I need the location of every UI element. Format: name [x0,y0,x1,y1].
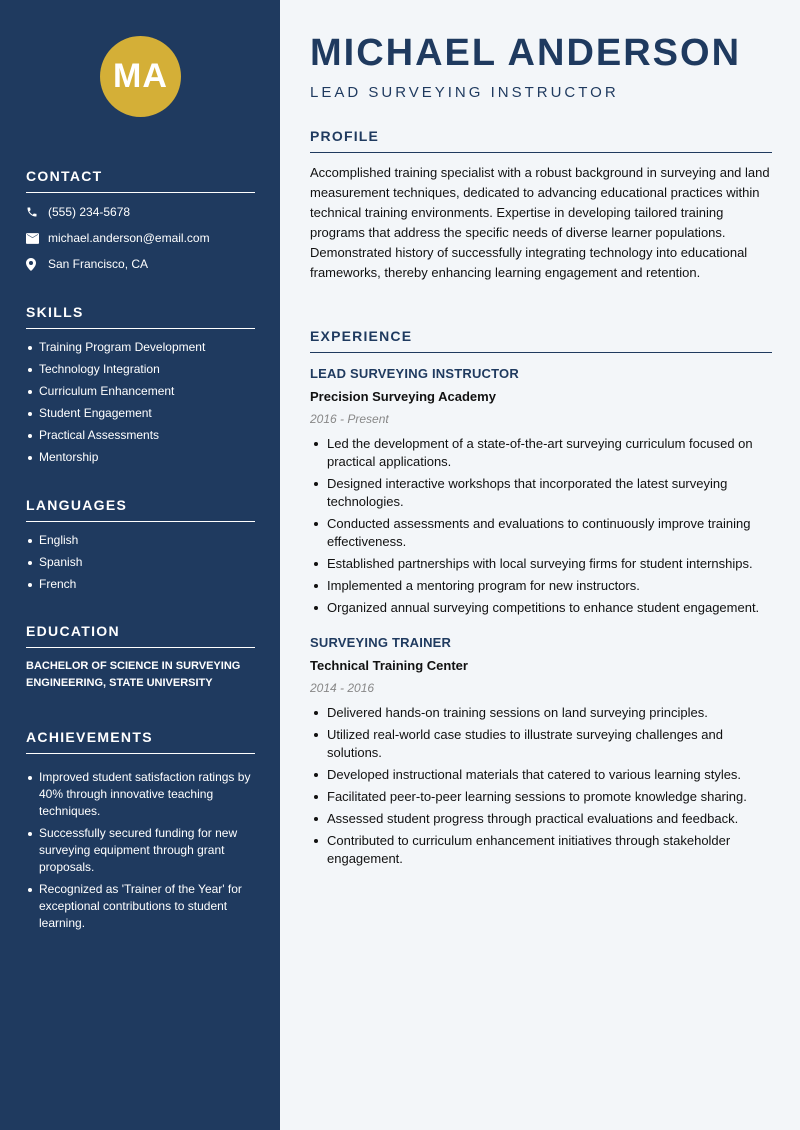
education-section [26,623,255,692]
contact-email[interactable] [26,225,255,251]
job-company: Technical Training Center [310,658,468,673]
list-item: Contributed to curriculum enhancement initiatives through stakeholder engagement. [310,832,772,868]
location-text: San Francisco, CA [48,257,149,271]
list-item: Conducted assessments and evaluations to continuously improve training effectiveness. [310,515,772,551]
avatar [100,36,181,117]
sidebar [0,0,280,1130]
languages-heading: LANGUAGES [26,497,255,522]
phone-text: (555) 234-5678 [48,205,131,219]
job-company: Precision Surveying Academy [310,389,496,404]
list-item: Technology Integration [26,361,255,378]
skills-list [26,339,255,466]
list-item: Mentorship [26,449,255,466]
job-entry [310,635,772,872]
list-item: Student Engagement [26,405,255,422]
experience-heading: EXPERIENCE [310,328,772,353]
job-bullets [310,435,772,617]
languages-list [26,532,255,593]
profile-heading: PROFILE [310,128,772,153]
education-degree: BACHELOR OF SCIENCE IN SURVEYING ENGINEERING, STATE UNIVERSITY [26,660,241,689]
list-item: Improved student satisfaction ratings by 40% through innovative teaching techniques. [26,769,255,820]
education-heading: EDUCATION [26,623,255,648]
job-dates: 2014 - 2016 [310,681,375,695]
skills-heading: SKILLS [26,304,255,329]
contact-section [26,168,255,277]
list-item: Implemented a mentoring program for new instructors. [310,577,772,595]
list-item: Assessed student progress through practical evaluations and feedback. [310,810,772,828]
contact-heading: CONTACT [26,168,255,193]
avatar-initials: MA [113,57,168,95]
list-item: Recognized as 'Trainer of the Year' for exceptional contributions to student learning. [26,881,255,932]
mail-icon [26,233,48,244]
location-pin-icon [26,258,48,271]
list-item: Training Program Development [26,339,255,356]
list-item: Developed instructional materials that catered to various learning styles. [310,766,772,784]
list-item: Established partnerships with local surveying firms for student internships. [310,555,772,573]
list-item: Successfully secured funding for new surveying equipment through grant proposals. [26,825,255,876]
job-dates: 2016 - Present [310,412,389,426]
job-title: LEAD SURVEYING INSTRUCTOR [310,366,519,381]
list-item: Led the development of a state-of-the-art surveying curriculum focused on practical applications. [310,435,772,471]
list-item: Curriculum Enhancement [26,383,255,400]
list-item: Facilitated peer-to-peer learning sessions to promote knowledge sharing. [310,788,772,806]
email-text[interactable]: michael.anderson@email.com [48,231,210,245]
achievements-list [26,769,255,932]
skills-section [26,304,255,471]
person-role: LEAD SURVEYING INSTRUCTOR [310,84,619,101]
profile-text: Accomplished training specialist with a robust background in surveying and land measurement techniques, dedicated to advancing educational practices within technical training environments. Expertise in developing tailored training programs that address the specific needs of diverse learner populations. Demonstrated history of successfully integrating technology into educational frameworks, thereby enhancing learning engagement and retention. [310,165,770,280]
contact-phone [26,199,255,225]
list-item: French [26,576,255,593]
person-name: MICHAEL ANDERSON [310,32,742,74]
languages-section [26,497,255,598]
phone-icon [26,206,48,218]
job-bullets [310,704,772,868]
list-item: Organized annual surveying competitions to enhance student engagement. [310,599,772,617]
achievements-section [26,729,255,937]
job-title: SURVEYING TRAINER [310,635,452,650]
list-item: English [26,532,255,549]
list-item: Utilized real-world case studies to illustrate surveying challenges and solutions. [310,726,772,762]
list-item: Delivered hands-on training sessions on land surveying principles. [310,704,772,722]
job-entry [310,366,772,621]
achievements-heading: ACHIEVEMENTS [26,729,255,754]
contact-location [26,251,255,277]
list-item: Practical Assessments [26,427,255,444]
list-item: Designed interactive workshops that incorporated the latest surveying technologies. [310,475,772,511]
list-item: Spanish [26,554,255,571]
